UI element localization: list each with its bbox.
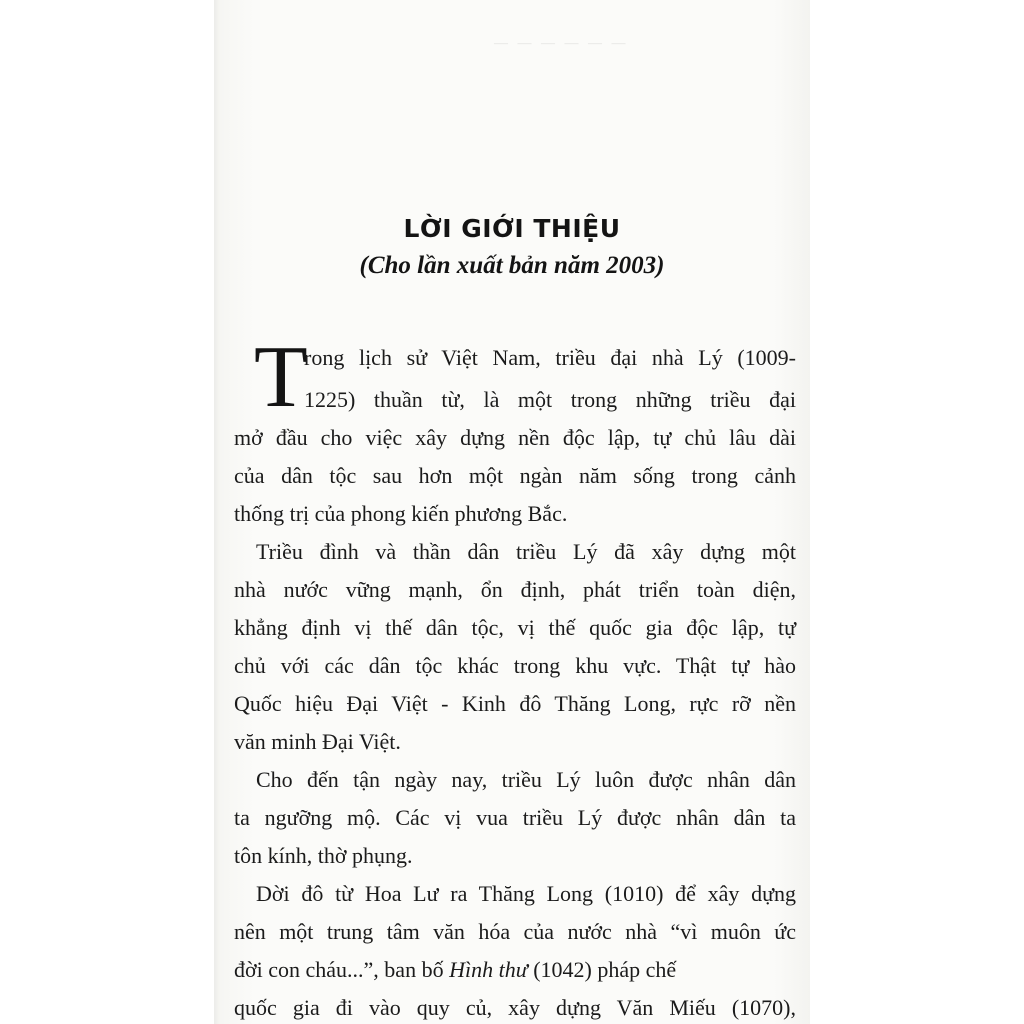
italic-book-title: Hình thư xyxy=(449,957,528,982)
text-line: văn minh Đại Việt. xyxy=(234,729,401,754)
text-line: thống trị của phong kiến phương Bắc. xyxy=(234,501,568,526)
text-line: Triều đình và thần dân triều Lý đã xây dựng một xyxy=(256,539,796,564)
text-line: khẳng định vị thế dân tộc, vị thế quốc gia độc lập, tự xyxy=(234,615,796,640)
text-line-mixed xyxy=(234,955,796,985)
text-line: ta ngưỡng mộ. Các vị vua triều Lý được nhân dân ta xyxy=(234,805,796,830)
text-line: rong lịch sử Việt Nam, triều đại nhà Lý (1009- xyxy=(304,345,796,370)
text-line: nhà nước vững mạnh, ổn định, phát triển toàn diện, xyxy=(234,577,796,602)
text-line: của dân tộc sau hơn một ngàn năm sống trong cảnh xyxy=(234,463,796,488)
text-line: tôn kính, thờ phụng. xyxy=(234,843,413,868)
text-line: 1225) thuần từ, là một trong những triều đại xyxy=(304,387,796,412)
book-page xyxy=(214,0,810,1024)
text-span: (1042) pháp chế xyxy=(527,957,677,982)
text-span: đời con cháu...”, ban bố xyxy=(234,957,450,982)
text-line: Cho đến tận ngày nay, triều Lý luôn được nhân dân xyxy=(256,767,796,792)
text-line: nên một trung tâm văn hóa của nước nhà “vì muôn ức xyxy=(234,919,796,944)
text-line: Quốc hiệu Đại Việt - Kinh đô Thăng Long, rực rỡ nền xyxy=(234,691,796,716)
text-line: chủ với các dân tộc khác trong khu vực. Thật tự hào xyxy=(234,653,796,678)
page-subtitle: (Cho lần xuất bản năm 2003) xyxy=(359,252,665,279)
drop-cap: T xyxy=(254,329,308,426)
text-line: Dời đô từ Hoa Lư ra Thăng Long (1010) để xây dựng xyxy=(256,881,796,906)
text-line: mở đầu cho việc xây dựng nền độc lập, tự chủ lâu dài xyxy=(234,425,796,450)
bleed-through-header: — — — — — — xyxy=(494,36,629,51)
text-line: quốc gia đi vào quy củ, xây dựng Văn Miếu (1070), xyxy=(234,995,796,1020)
page-title: LỜI GIỚI THIỆU xyxy=(403,214,621,243)
